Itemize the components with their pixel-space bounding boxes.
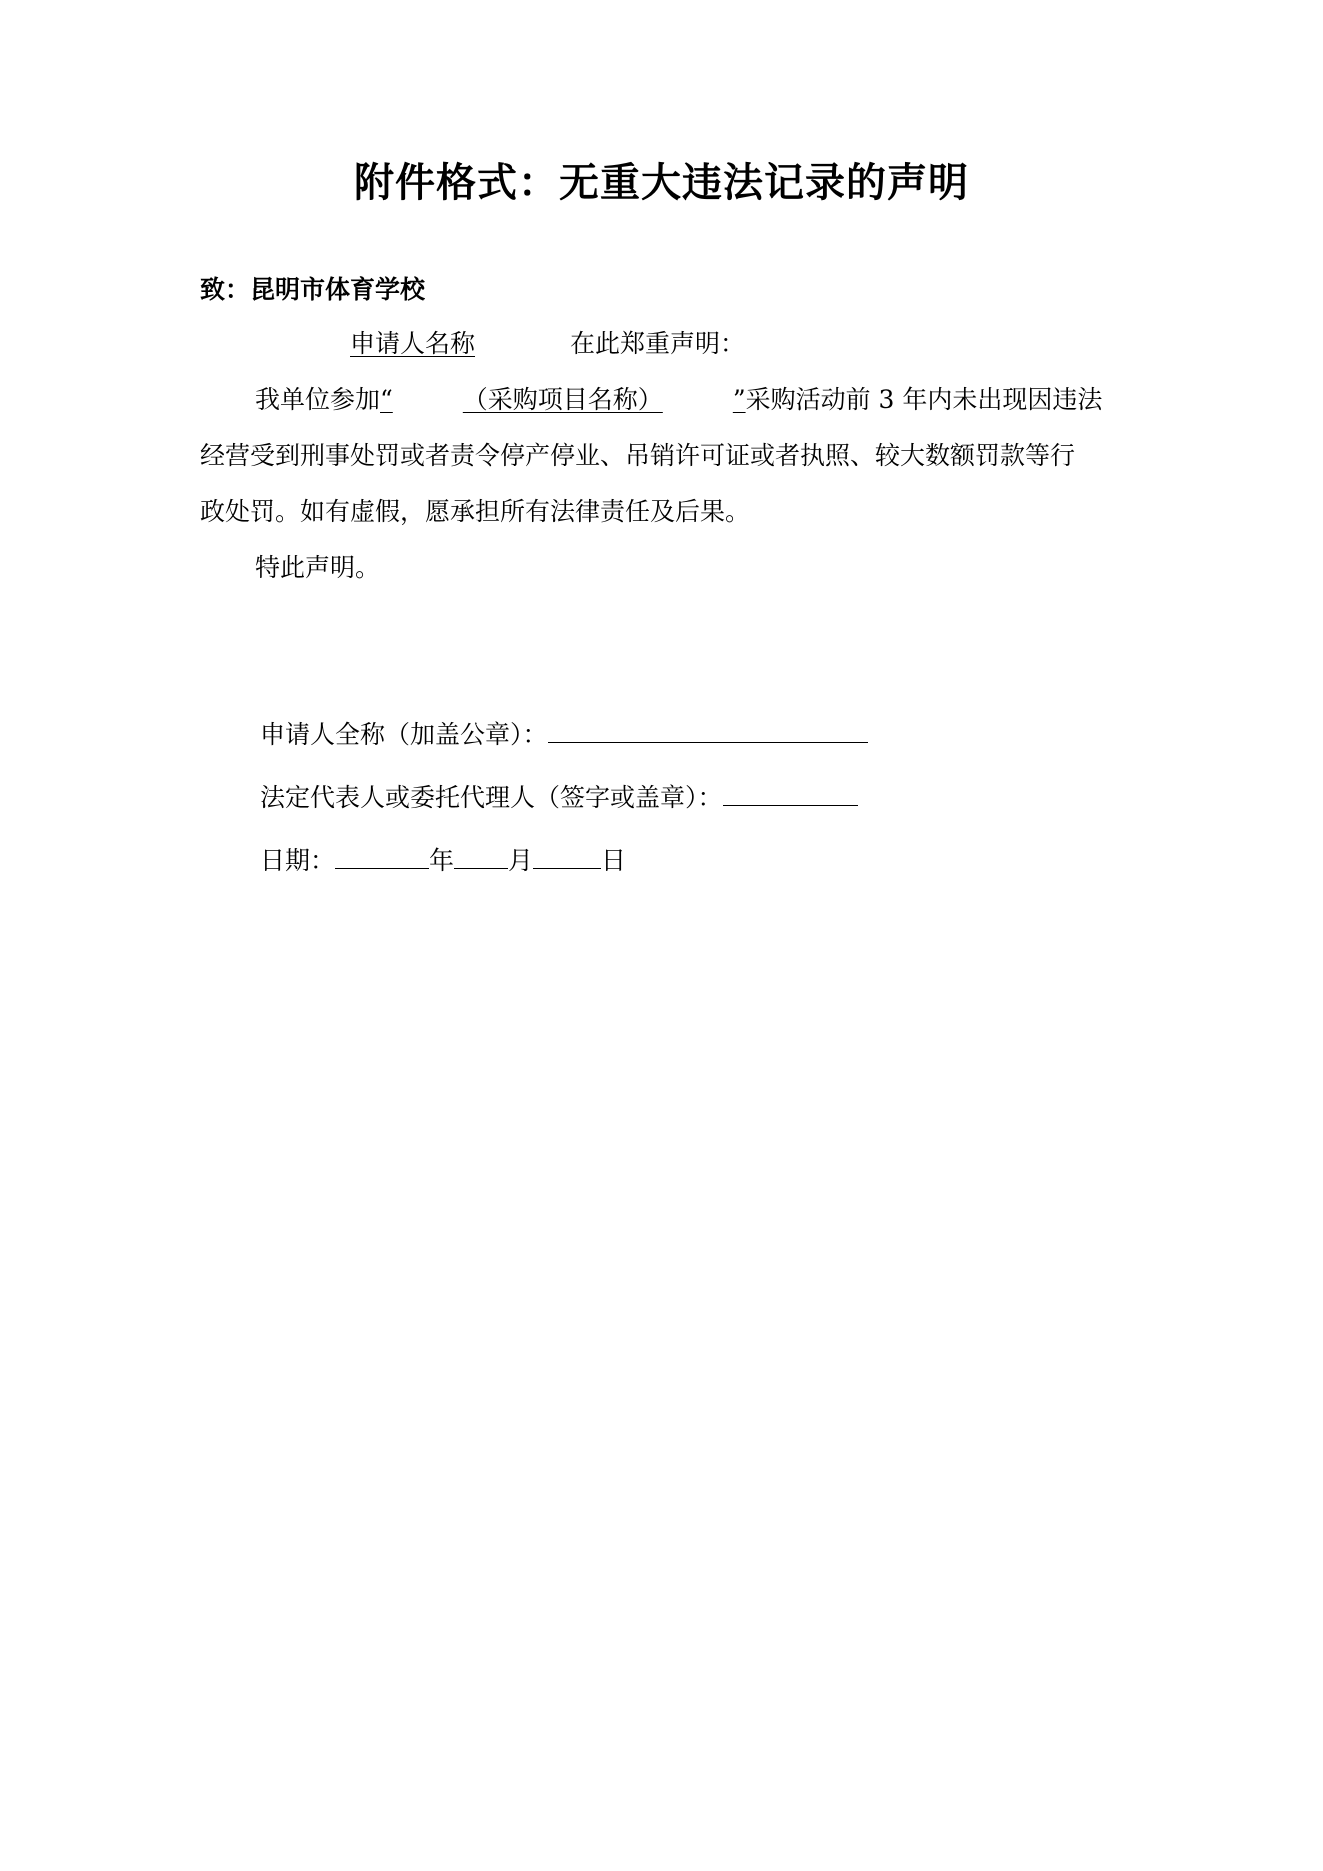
- addressee: 致：昆明市体育学校: [200, 275, 426, 304]
- applicant-name-blank[interactable]: [255, 329, 570, 358]
- body-line-1-rest: 采购活动前 3 年内未出现因违法: [745, 385, 1103, 414]
- applicant-full-name-field[interactable]: [548, 718, 868, 743]
- quote-open: “: [380, 385, 393, 414]
- body-line-2: 经营受到刑事处罚或者责令停产停业、吊销许可证或者执照、较大数额罚款等行: [200, 441, 1076, 470]
- quote-close: ”: [732, 385, 746, 414]
- document-title: 附件格式：无重大违法记录的声明: [354, 160, 969, 206]
- intro-line: [255, 326, 745, 362]
- representative-signature-field[interactable]: [723, 781, 858, 806]
- project-name-placeholder: （采购项目名称）: [462, 385, 663, 414]
- applicant-name-placeholder: 申请人名称: [350, 329, 476, 358]
- body-prefix: 我单位参加: [255, 385, 381, 414]
- date-month-label: 月: [508, 846, 534, 875]
- body-line-3: 政处罚。如有虚假，愿承担所有法律责任及后果。: [200, 497, 751, 526]
- representative-signature-row: [260, 780, 858, 816]
- date-year-field[interactable]: [335, 844, 429, 869]
- date-day-field[interactable]: [533, 844, 601, 869]
- representative-label: 法定代表人或委托代理人（签字或盖章）：: [260, 783, 723, 812]
- date-label: 日期：: [260, 846, 336, 875]
- body-line-1: [255, 382, 1102, 418]
- date-row: [260, 843, 626, 879]
- date-year-label: 年: [429, 846, 455, 875]
- project-name-blank[interactable]: [380, 385, 746, 414]
- closing-statement: 特此声明。: [255, 553, 381, 582]
- date-month-field[interactable]: [454, 844, 508, 869]
- date-day-label: 日: [601, 846, 627, 875]
- applicant-full-name-label: 申请人全称（加盖公章）：: [260, 720, 548, 749]
- applicant-signature-row: [260, 717, 868, 753]
- intro-suffix: 在此郑重声明：: [570, 329, 746, 358]
